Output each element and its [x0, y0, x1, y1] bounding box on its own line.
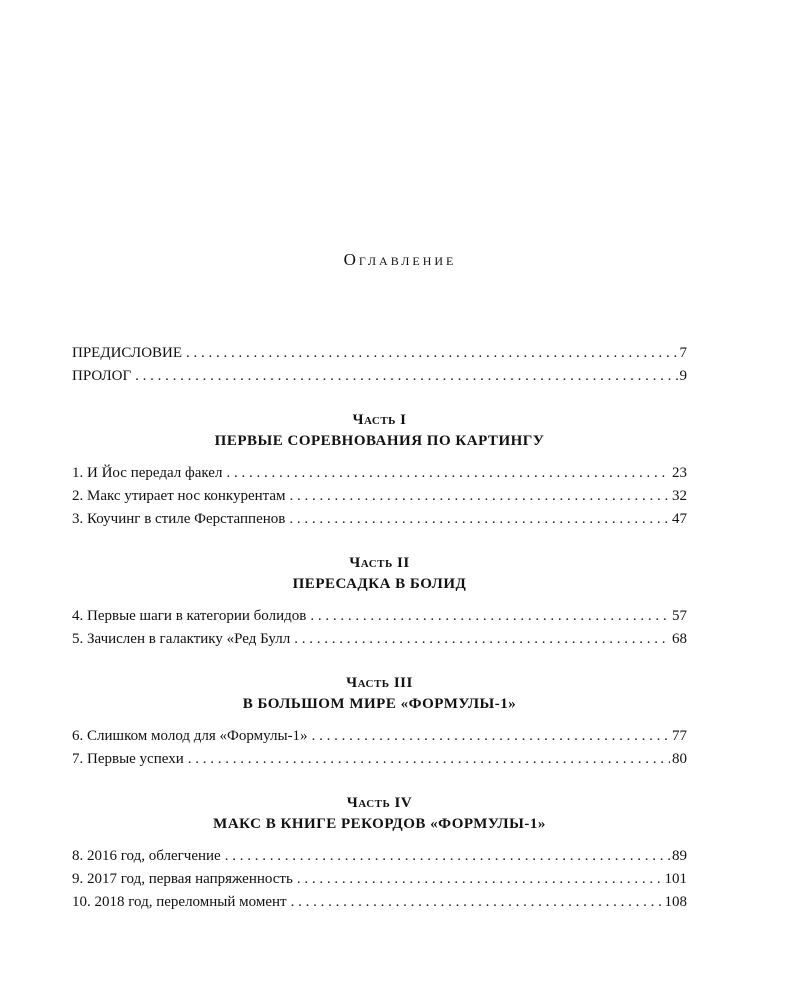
dot-leader [225, 845, 670, 868]
toc-entry-label: 7. Первые успехи [72, 751, 184, 767]
toc-entry-chapter-7[interactable] [72, 748, 687, 771]
dot-leader [297, 868, 663, 891]
part-title: МАКС В КНИГЕ РЕКОРДОВ «ФОРМУЛЫ-1» [213, 816, 546, 832]
intro-entries [72, 342, 687, 388]
toc-entry-page: 7 [679, 345, 687, 361]
toc-entry-page: 57 [672, 608, 687, 624]
toc-entry-prologue[interactable] [72, 365, 687, 388]
toc-entry-label: 9. 2017 год, первая напряженность [72, 871, 293, 887]
dot-leader [135, 365, 677, 388]
toc-entry-chapter-10[interactable] [72, 891, 687, 914]
page-title: Оглавление [343, 250, 457, 269]
toc-entry-label: 5. Зачислен в галактику «Ред Булл [72, 631, 291, 647]
toc-entry-label: ПРЕДИСЛОВИЕ [72, 345, 183, 361]
toc-entry-preface[interactable] [72, 342, 687, 365]
part-3-chapters [72, 725, 687, 771]
toc-entry-label: 3. Коучинг в стиле Ферстаппенов [72, 511, 286, 527]
part-title: В БОЛЬШОМ МИРЕ «ФОРМУЛЫ-1» [242, 696, 517, 712]
toc-entry-page: 101 [664, 871, 687, 887]
toc-entry-label: 6. Слишком молод для «Формулы-1» [72, 728, 308, 744]
toc-entry-chapter-5[interactable] [72, 628, 687, 651]
part-number: Часть IV [346, 795, 413, 811]
toc-entry-label: 2. Макс утирает нос конкурентам [72, 488, 286, 504]
part-1-chapters [72, 462, 687, 531]
part-number: Часть III [346, 675, 413, 691]
toc-entry-label: 4. Первые шаги в категории болидов [72, 608, 307, 624]
table-of-contents [72, 342, 687, 914]
part-heading-4 [72, 793, 687, 835]
dot-leader [294, 628, 670, 651]
dot-leader [186, 342, 677, 365]
toc-entry-page: 23 [672, 465, 687, 481]
toc-entry-page: 9 [679, 368, 687, 384]
dot-leader [226, 462, 670, 485]
toc-entry-label: ПРОЛОГ [72, 368, 132, 384]
toc-entry-chapter-2[interactable] [72, 485, 687, 508]
part-heading-1 [72, 410, 687, 452]
toc-entry-label: 1. И Йос передал факел [72, 465, 223, 481]
toc-entry-label: 8. 2016 год, облегчение [72, 848, 221, 864]
toc-entry-page: 80 [672, 751, 687, 767]
toc-entry-chapter-8[interactable] [72, 845, 687, 868]
part-title: ПЕРЕСАДКА В БОЛИД [292, 576, 467, 592]
toc-entry-page: 108 [664, 894, 687, 910]
dot-leader [188, 748, 670, 771]
toc-entry-label: 10. 2018 год, переломный момент [72, 894, 287, 910]
toc-entry-chapter-3[interactable] [72, 508, 687, 531]
toc-entry-chapter-6[interactable] [72, 725, 687, 748]
part-heading-2 [72, 553, 687, 595]
part-number: Часть I [352, 412, 407, 428]
dot-leader [291, 891, 663, 914]
dot-leader [310, 605, 670, 628]
toc-entry-page: 89 [672, 848, 687, 864]
toc-entry-page: 77 [672, 728, 687, 744]
part-title: ПЕРВЫЕ СОРЕВНОВАНИЯ ПО КАРТИНГУ [214, 433, 545, 449]
dot-leader [289, 508, 670, 531]
part-2-chapters [72, 605, 687, 651]
part-number: Часть II [349, 555, 410, 571]
toc-entry-page: 68 [672, 631, 687, 647]
toc-entry-chapter-4[interactable] [72, 605, 687, 628]
toc-entry-chapter-1[interactable] [72, 462, 687, 485]
toc-entry-page: 32 [672, 488, 687, 504]
part-4-chapters [72, 845, 687, 914]
toc-entry-page: 47 [672, 511, 687, 527]
toc-entry-chapter-9[interactable] [72, 868, 687, 891]
dot-leader [290, 485, 670, 508]
dot-leader [312, 725, 670, 748]
part-heading-3 [72, 673, 687, 715]
